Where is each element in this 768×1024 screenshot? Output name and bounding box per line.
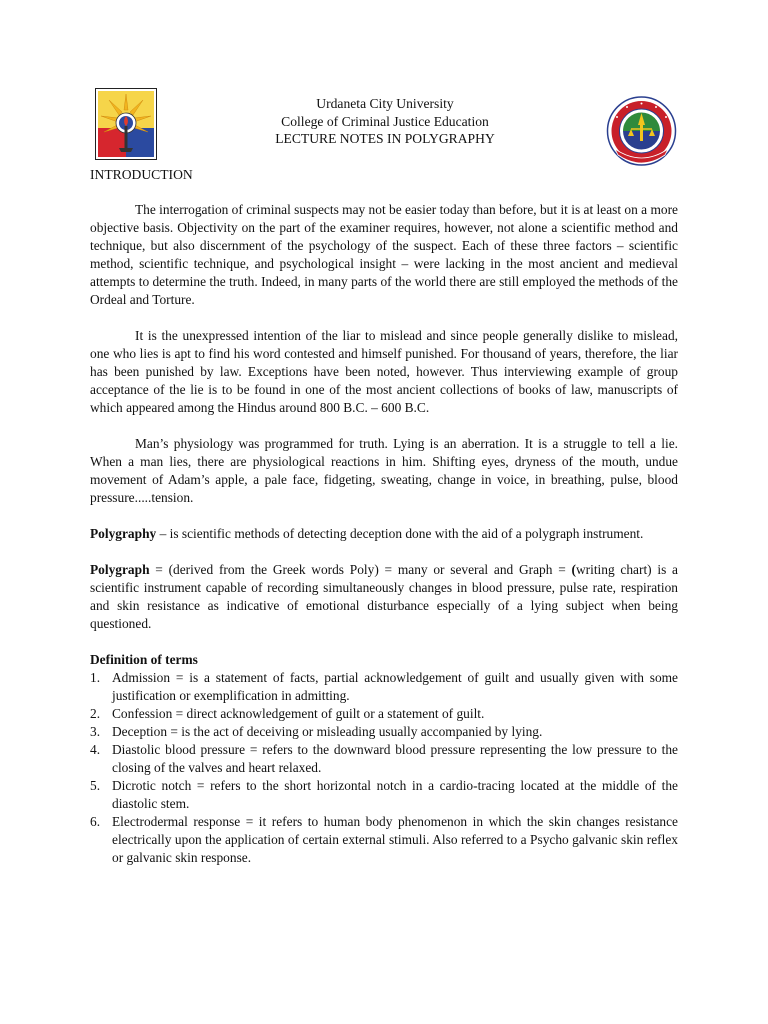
polygraph-term: Polygraph [90,562,150,577]
polygraphy-term: Polygraphy [90,526,157,541]
polygraph-definition [90,561,678,633]
document-header [200,95,570,148]
list-number: 6. [90,814,101,829]
university-name: Urdaneta City University [316,96,454,111]
definitions-heading: Definition of terms [90,652,198,667]
paragraph: The interrogation of criminal suspects may not be easier today than before, but it is at least on a more objective basis. Objectivity on the part of the examiner requires, however, not alone a scientific method and technique, but also discernment of the psychology of the suspect. Each of these three factors – scientific method, scientific technique, and psychological insight – were lacking in the most ancient and medieval attempts to determine the truth. Indeed, in many parts of the world there are still employed the methods of the Ordeal and Torture. [90,202,678,307]
definitions-list [90,669,678,867]
polygraph-text-part2: writing chart) is a scientific instrument capable of recording simultaneously changes in blood pressure, pulse rate, respiration and skin resistance as indicative of emotional disturbance especially of a lying subject when being questioned. [90,562,678,631]
list-number: 4. [90,742,101,757]
list-item [90,813,678,867]
list-text: Diastolic blood pressure = refers to the downward blood pressure representing the low pressure to the closing of the valves and heart relaxed. [112,742,678,775]
polygraph-paren: ( [571,562,576,577]
list-item [90,741,678,777]
university-logo-icon [95,88,157,160]
polygraphy-definition [90,525,678,543]
list-item [90,705,678,723]
list-text: Confession = direct acknowledgement of guilt or a statement of guilt. [112,706,485,721]
document-body [90,201,678,867]
list-text: Electrodermal response = it refers to human body phenomenon in which the skin changes resistance electrically upon the application of certain external stimuli. Also referred to a Psycho galvanic skin reflex or galvanic skin response. [112,814,678,865]
list-item [90,723,678,741]
list-text: Admission = is a statement of facts, partial acknowledgement of guilt and usually given with some justification or exemplification in admitting. [112,670,678,703]
college-seal-icon [605,95,678,167]
list-number: 3. [90,724,101,739]
list-item [90,777,678,813]
list-text: Deception = is the act of deceiving or misleading usually accompanied by lying. [112,724,543,739]
list-item [90,669,678,705]
document-title: LECTURE NOTES IN POLYGRAPHY [275,131,495,146]
list-number: 2. [90,706,101,721]
paragraph: It is the unexpressed intention of the liar to mislead and since people generally dislike to mislead, one who lies is apt to find his word contested and himself punished. For thousand of years, therefore, the liar has been punished by law. Exceptions have been noted, however. Thus interviewing example of group acceptance of the lie is to be found in one of the most ancient collections of books of law, manuscripts of which appeared among the Hindus around 800 B.C. – 600 B.C. [90,328,678,415]
polygraphy-text: – is scientific methods of detecting deception done with the aid of a polygraph instrument. [156,526,644,541]
paragraph: Man’s physiology was programmed for truth. Lying is an aberration. It is a struggle to tell a lie. When a man lies, there are physiological reactions in him. Shifting eyes, dryness of the mouth, undue movement of Adam’s apple, a pale face, fidgeting, sweating, change in voice, in breathing, pulse, blood pressure.....tension. [90,436,678,505]
introduction-heading: INTRODUCTION [90,167,193,182]
list-number: 1. [90,670,101,685]
list-text: Dicrotic notch = refers to the short horizontal notch in a cardio-tracing located at the middle of the diastolic stem. [112,778,678,811]
polygraph-text-part1: = (derived from the Greek words Poly) = many or several and Graph = [149,562,572,577]
college-name: College of Criminal Justice Education [281,113,489,129]
list-number: 5. [90,778,101,793]
